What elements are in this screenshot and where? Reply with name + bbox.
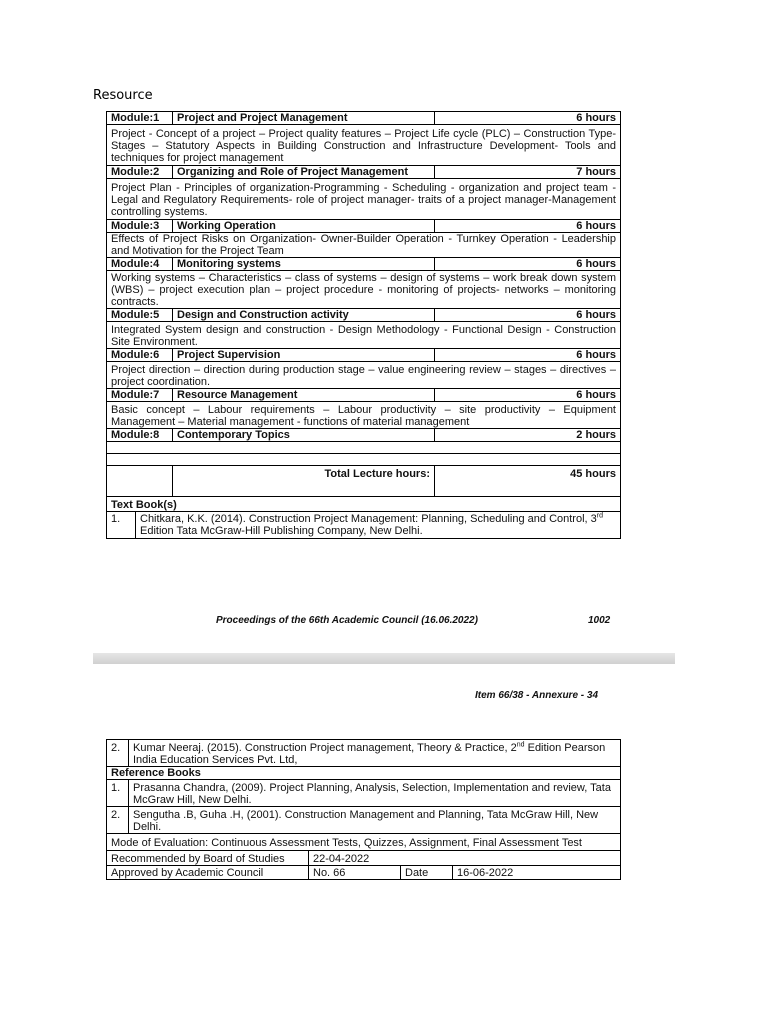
module-row (107, 389, 621, 402)
module-label: Module:6 (107, 349, 173, 362)
approved-date-label: Date (401, 866, 453, 880)
module-description: Basic concept – Labour requirements – Labour productivity – site productivity – Equipment Management – Material management - functions of material management (107, 402, 621, 429)
total-hours: 45 hours (435, 466, 621, 497)
recommended-row (107, 851, 621, 866)
module-title: Project and Project Management (173, 112, 435, 125)
module-title: Working Operation (173, 220, 435, 233)
annexure-label: Item 66/38 - Annexure - 34 (475, 690, 599, 701)
recommended-value: 22-04-2022 (309, 851, 621, 866)
module-description: Working systems – Characteristics – class of systems – design of systems – work break down system (WBS) – project execution plan – project procedure - monitoring of projects- networks – monitoring contracts. (107, 271, 621, 309)
total-label: Total Lecture hours: (173, 466, 435, 497)
module-row (107, 220, 621, 233)
reference-books-heading: Reference Books (107, 767, 621, 780)
reference-row (107, 780, 621, 807)
module-label: Module:4 (107, 258, 173, 271)
module-hours: 6 hours (435, 258, 621, 271)
text-book-row (107, 740, 621, 767)
text-book-entry: Chitkara, K.K. (2014). Construction Project Management: Planning, Scheduling and Control, 3rd Edition Tata McGraw-Hill Publishing Company, New Delhi. (140, 512, 603, 537)
module-label: Module:1 (107, 112, 173, 125)
module-hours: 6 hours (435, 349, 621, 362)
approved-date: 16-06-2022 (453, 866, 621, 880)
module-description: Project direction – direction during production stage – value engineering review – stages – directives – project coordination. (107, 362, 621, 389)
text-book-number: 1. (107, 512, 136, 538)
module-hours: 6 hours (435, 309, 621, 322)
module-description: Project Plan - Principles of organization-Programming - Scheduling - organization and project team - Legal and Regulatory Requirements- role of project manager- traits of a project manager-Management controlling systems. (107, 179, 621, 220)
total-spacer (107, 466, 173, 497)
module-title: Contemporary Topics (173, 429, 435, 442)
module-title: Organizing and Role of Project Management (173, 166, 435, 179)
module-label: Module:3 (107, 220, 173, 233)
module-row (107, 309, 621, 322)
module-label: Module:2 (107, 166, 173, 179)
recommended-label: Recommended by Board of Studies (107, 851, 309, 866)
module-row (107, 258, 621, 271)
module-row (107, 349, 621, 362)
module-hours: 6 hours (435, 220, 621, 233)
text-book-number: 2. (107, 740, 129, 767)
module-title: Resource Management (173, 389, 435, 402)
module-label: Module:7 (107, 389, 173, 402)
module-title: Project Supervision (173, 349, 435, 362)
footer-page-number: 1002 (588, 615, 611, 626)
module-row (107, 166, 621, 179)
module-label: Module:5 (107, 309, 173, 322)
reference-number: 2. (107, 807, 129, 834)
module-description: Effects of Project Risks on Organization- Owner-Builder Operation - Turnkey Operation - Leadership and Motivation for the Project Team (107, 233, 621, 258)
text-books-heading: Text Book(s) (107, 497, 621, 512)
page-heading: Resource (93, 88, 153, 103)
module-label: Module:8 (107, 429, 173, 442)
module-hours: 2 hours (435, 429, 621, 442)
module-row (107, 112, 621, 125)
text-book-row (107, 512, 621, 539)
module-description: Integrated System design and construction - Design Methodology - Functional Design - Construction Site Environment. (107, 322, 621, 349)
module-hours: 7 hours (435, 166, 621, 179)
reference-row (107, 807, 621, 834)
references-table-container (106, 739, 621, 880)
evaluation-mode: Mode of Evaluation: Continuous Assessment Tests, Quizzes, Assignment, Final Assessment Test (107, 834, 621, 851)
reference-number: 1. (107, 780, 129, 807)
blank-row (107, 442, 621, 454)
approved-label: Approved by Academic Council (107, 866, 309, 880)
module-description: Project - Concept of a project – Project quality features – Project Life cycle (PLC) – Construction Type- Stages – Statutory Aspects in Building Construction and Infrastructure Development- Tools and techniques for project management (107, 125, 621, 166)
reference-entry: Sengutha .B, Guha .H, (2001). Construction Management and Planning, Tata McGraw Hill, New Delhi. (129, 807, 621, 834)
module-hours: 6 hours (435, 389, 621, 402)
module-row (107, 429, 621, 442)
module-hours: 6 hours (435, 112, 621, 125)
reference-entry: Prasanna Chandra, (2009). Project Planning, Analysis, Selection, Implementation and review, Tata McGraw Hill, New Delhi. (129, 780, 621, 807)
references-table (106, 739, 621, 880)
footer-proceedings: Proceedings of the 66th Academic Council (16.06.2022) (216, 615, 478, 626)
text-book-entry: Kumar Neeraj. (2015). Construction Project management, Theory & Practice, 2nd Edition Pearson India Education Services Pvt. Ltd, (129, 740, 621, 767)
approved-number: No. 66 (309, 866, 401, 880)
syllabus-table (106, 111, 621, 539)
page-separator (93, 653, 675, 664)
total-row (107, 466, 621, 497)
module-title: Monitoring systems (173, 258, 435, 271)
approved-row (107, 866, 621, 880)
module-title: Design and Construction activity (173, 309, 435, 322)
syllabus-table-container (106, 111, 621, 539)
blank-row (107, 454, 621, 466)
